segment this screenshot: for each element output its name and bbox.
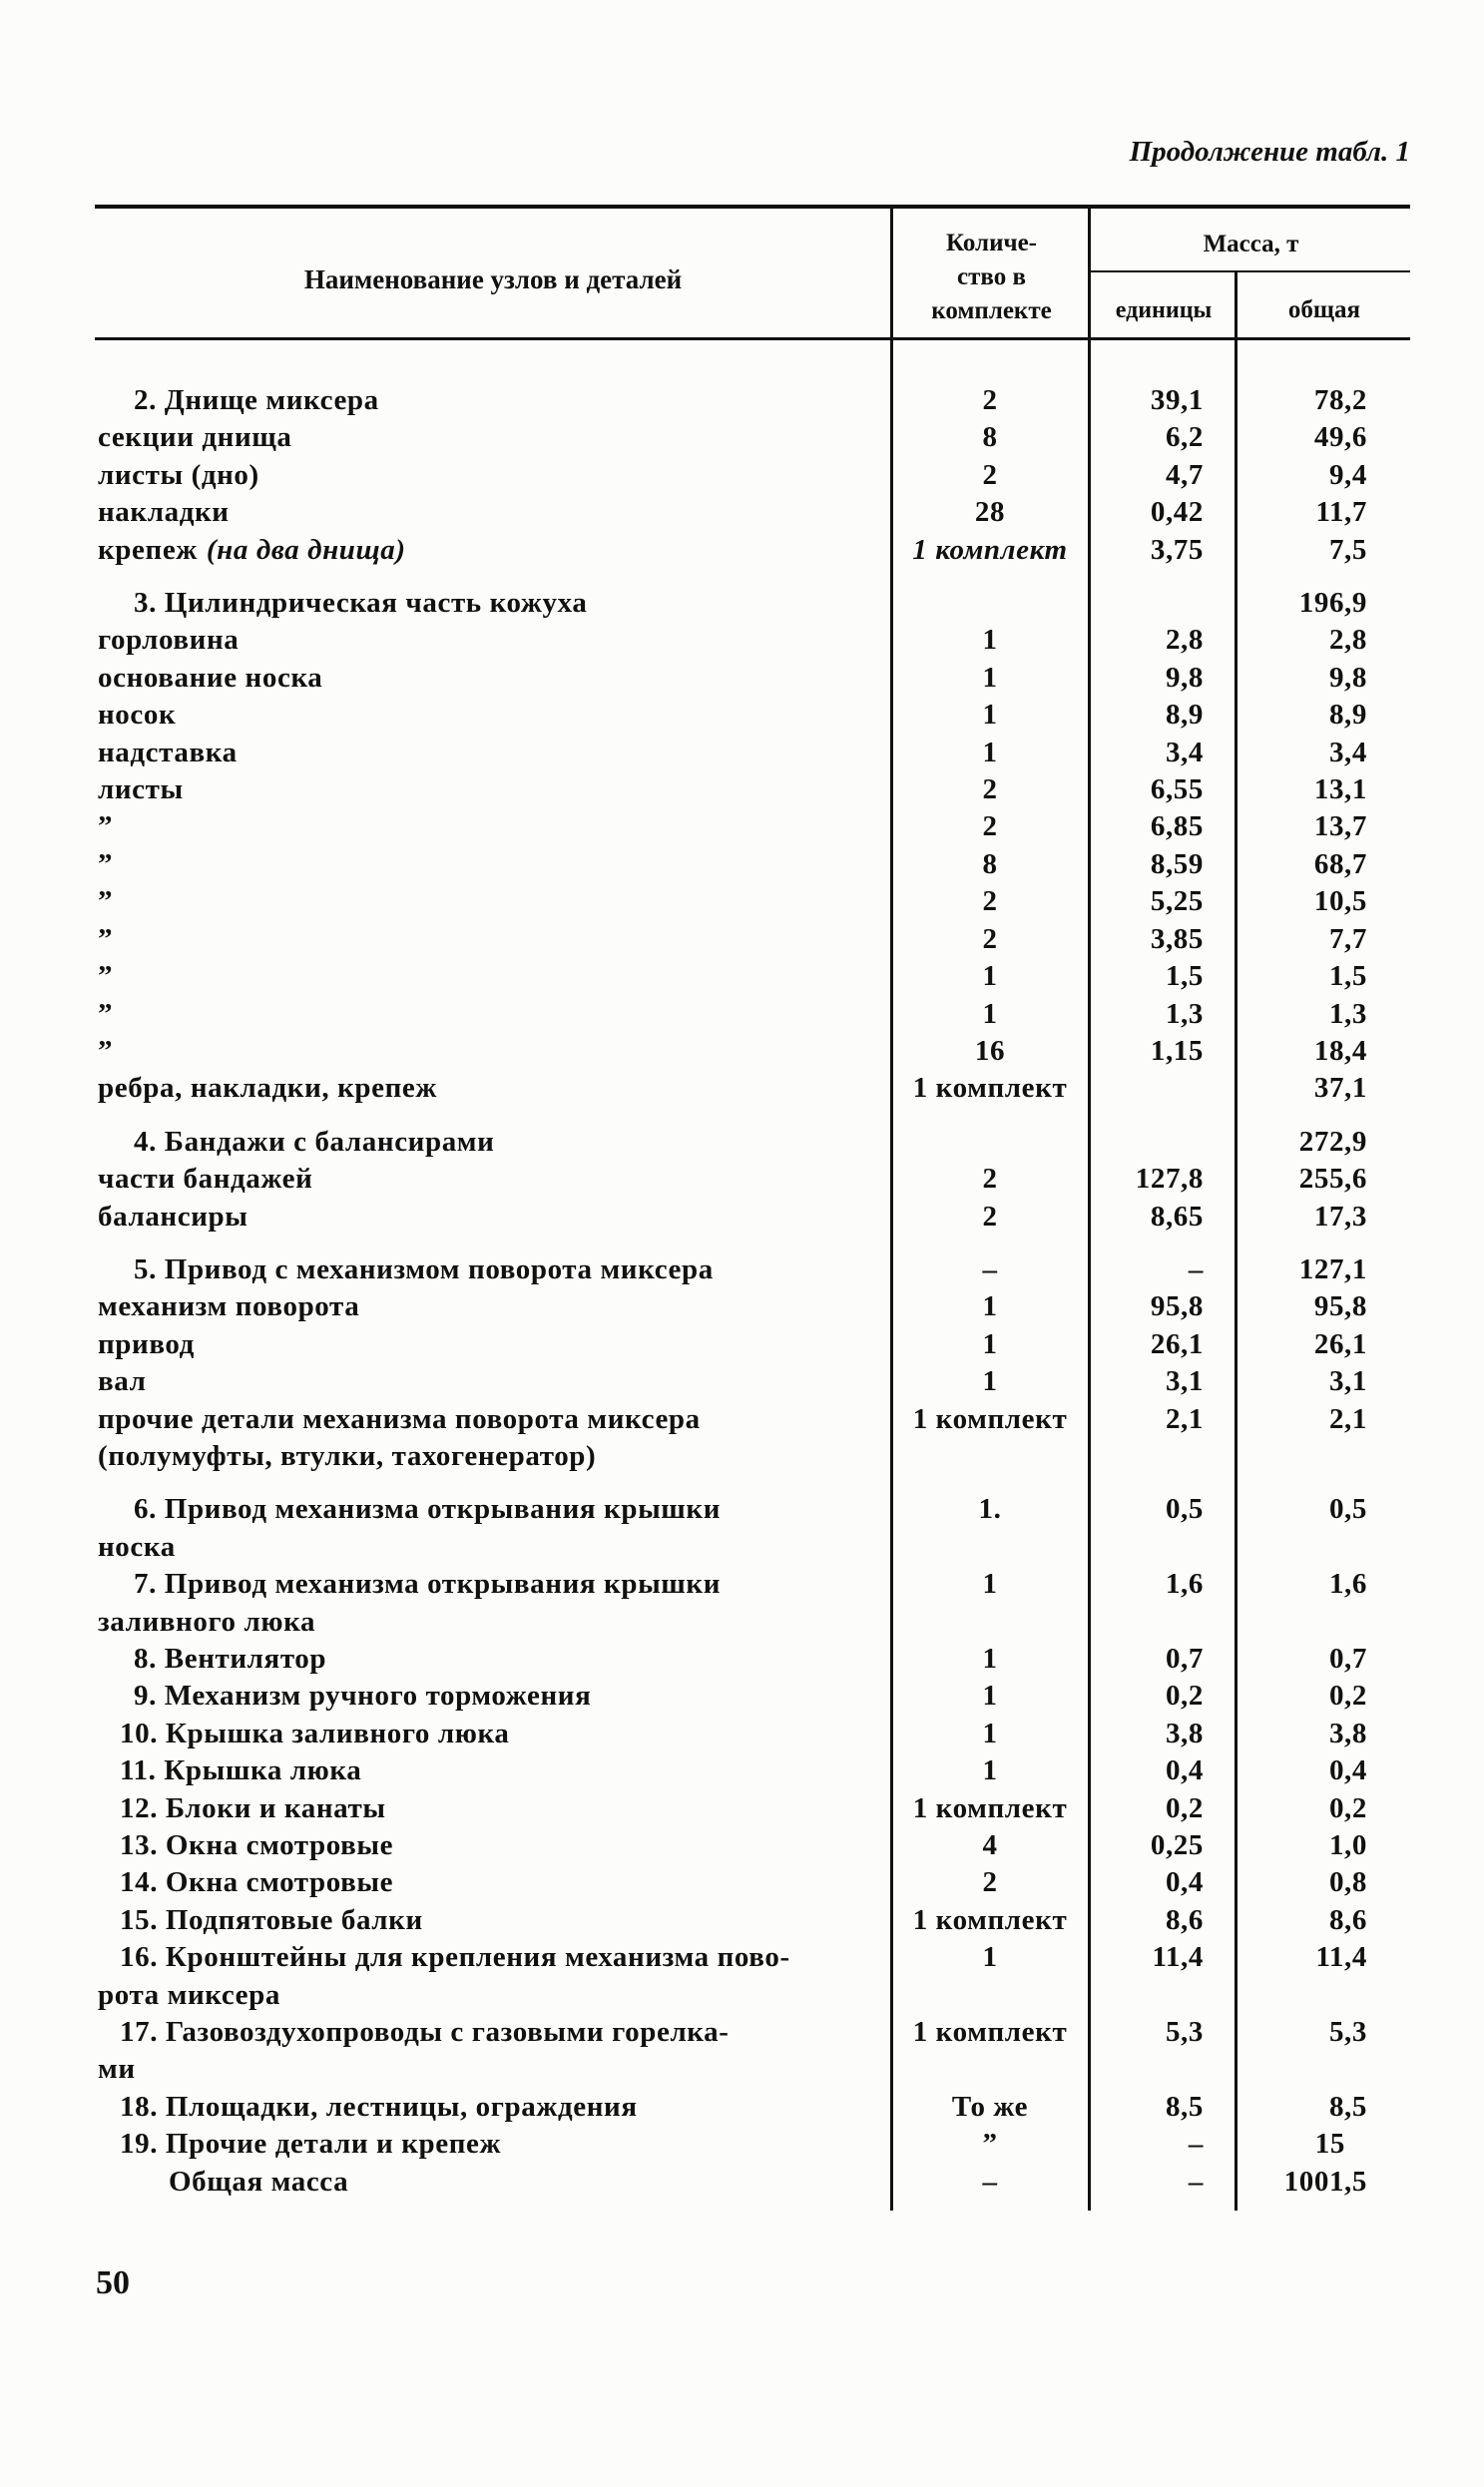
total-mass: 127,1	[1298, 1252, 1367, 1285]
unit-mass: 4,7	[1165, 458, 1204, 491]
unit-mass: 2,8	[1165, 624, 1204, 657]
item-name: 9. Механизм ручного торможения	[134, 1680, 592, 1713]
item-quantity: 1	[982, 1327, 998, 1360]
item-name	[95, 532, 891, 569]
item-name: накладки	[98, 496, 230, 529]
unit-mass: 11,4	[1152, 1941, 1204, 1974]
item-name: 12. Блоки и канаты	[120, 1791, 386, 1824]
table-row	[95, 1902, 1410, 1939]
ditto-mark: ”	[98, 847, 114, 880]
item-quantity: 2	[982, 922, 998, 955]
table-row	[95, 1161, 1410, 1198]
item-name: привод	[98, 1327, 195, 1360]
item-name: 13. Окна смотровые	[120, 1829, 394, 1862]
header-mass-group: Масса, т	[1203, 231, 1299, 257]
item-quantity: 8	[982, 847, 998, 880]
unit-mass: 0,25	[1150, 1829, 1204, 1862]
total-mass: 18,4	[1313, 1034, 1367, 1067]
table-row	[95, 1124, 1410, 1161]
total-mass: 3,8	[1328, 1717, 1367, 1749]
total-mass: 10,5	[1313, 885, 1367, 918]
table-row	[95, 846, 1410, 883]
total-mass: 95,8	[1313, 1290, 1367, 1323]
ditto-mark: ”	[98, 960, 114, 993]
unit-mass: –	[1188, 1252, 1204, 1285]
unit-mass: 0,7	[1165, 1643, 1204, 1675]
table-row	[95, 1939, 1410, 2014]
item-quantity: 1 комплект	[912, 1903, 1068, 1936]
item-name: основание носка	[98, 661, 323, 694]
unit-mass: 1,5	[1165, 960, 1204, 993]
item-name: листы	[98, 773, 184, 806]
unit-mass: 26,1	[1150, 1327, 1204, 1360]
unit-mass: 8,9	[1165, 699, 1204, 732]
item-quantity: 1	[982, 1680, 998, 1713]
unit-mass: –	[1188, 2128, 1204, 2161]
item-quantity: 2	[982, 384, 998, 416]
item-quantity: 1	[982, 997, 998, 1030]
total-mass: 11,7	[1315, 496, 1367, 529]
table-row	[95, 1199, 1410, 1236]
table-row-total	[95, 2164, 1410, 2201]
unit-mass: 0,4	[1165, 1866, 1204, 1899]
unit-mass	[1089, 585, 1236, 622]
item-name: 4. Бандажи с балансирами	[134, 1125, 495, 1158]
total-mass: 0,8	[1328, 1866, 1367, 1899]
unit-mass: 8,59	[1150, 847, 1204, 880]
item-quantity: 2	[982, 1163, 998, 1196]
table-row	[95, 921, 1410, 958]
header-quantity-column	[894, 227, 1089, 328]
item-name: балансиры	[98, 1200, 248, 1233]
item-name: надставка	[98, 736, 238, 768]
unit-mass: 0,2	[1165, 1791, 1204, 1824]
table-row	[95, 883, 1410, 920]
item-name: 6. Привод механизма открывания крышки носка	[98, 1493, 722, 1563]
total-mass: 1,6	[1328, 1568, 1367, 1601]
total-mass: 2,8	[1328, 624, 1367, 657]
unit-mass: –	[1188, 2165, 1204, 2198]
item-name: 19. Прочие детали и крепеж	[120, 2128, 502, 2161]
total-mass: 3,1	[1328, 1365, 1367, 1398]
item-quantity	[891, 585, 1089, 622]
header-quantity-line: Количе-	[945, 230, 1037, 256]
item-quantity: 2	[982, 1200, 998, 1233]
item-quantity: 2	[982, 1866, 998, 1899]
table-row	[95, 1326, 1410, 1363]
item-quantity: 1	[982, 1568, 998, 1601]
unit-mass: 8,65	[1150, 1200, 1204, 1233]
total-mass: 7,7	[1328, 922, 1367, 955]
table-row	[95, 771, 1410, 808]
total-mass: 3,4	[1328, 736, 1367, 768]
table-body	[95, 382, 1410, 2201]
item-quantity: 1	[982, 699, 998, 732]
table-row	[95, 996, 1410, 1033]
item-name: 15. Подпятовые балки	[120, 1903, 423, 1936]
item-name-note: (на два днища)	[206, 533, 406, 566]
item-name: 7. Привод механизма открывания крышки заливного люка	[98, 1568, 722, 1638]
item-quantity: 1	[982, 1290, 998, 1323]
item-quantity: 16	[974, 1034, 1006, 1067]
table-row	[95, 1790, 1410, 1827]
item-name: части бандажей	[98, 1163, 313, 1196]
item-name-main: крепеж	[98, 533, 198, 566]
unit-mass: 3,4	[1165, 736, 1204, 768]
unit-mass: 9,8	[1165, 661, 1204, 694]
item-quantity: –	[982, 2165, 998, 2198]
item-quantity: 1	[982, 1754, 998, 1787]
unit-mass: 1,15	[1150, 1034, 1204, 1067]
ditto-mark: ”	[98, 885, 114, 918]
item-quantity: 1	[982, 661, 998, 694]
unit-mass: 0,2	[1165, 1680, 1204, 1713]
total-mass: 0,2	[1328, 1680, 1367, 1713]
page-number: 50	[96, 2264, 130, 2301]
unit-mass	[1089, 1124, 1236, 1161]
item-name: 14. Окна смотровые	[120, 1866, 394, 1899]
unit-mass: 8,6	[1165, 1903, 1204, 1936]
item-name: носок	[98, 699, 177, 732]
item-quantity: 1	[982, 1717, 998, 1749]
table-row	[95, 2014, 1410, 2089]
item-quantity: 1.	[978, 1493, 1002, 1526]
item-quantity: 1	[982, 736, 998, 768]
item-name: листы (дно)	[98, 458, 259, 491]
item-quantity: 1 комплект	[912, 1072, 1068, 1105]
header-unit-mass-column: единицы	[1115, 297, 1213, 323]
unit-mass: 0,5	[1165, 1493, 1204, 1526]
table-row	[95, 494, 1410, 531]
item-name: 8. Вентилятор	[134, 1643, 327, 1675]
total-mass: 2,1	[1328, 1402, 1367, 1435]
table-row	[95, 1251, 1410, 1288]
unit-mass: 39,1	[1150, 384, 1204, 416]
item-name: 10. Крышка заливного люка	[120, 1717, 510, 1749]
total-mass: 1,5	[1328, 960, 1367, 993]
unit-mass: 3,75	[1150, 533, 1204, 566]
header-bottom-rule	[95, 337, 1410, 340]
table-row	[95, 1752, 1410, 1789]
item-quantity: 1 комплект	[912, 1791, 1068, 1824]
table-row	[95, 1401, 1410, 1476]
total-mass: 272,9	[1298, 1125, 1367, 1158]
item-quantity: 2	[982, 810, 998, 843]
table-row	[95, 1864, 1410, 1901]
item-quantity: 1	[982, 1941, 998, 1974]
total-mass: 37,1	[1313, 1072, 1367, 1105]
header-quantity-line: комплекте	[931, 297, 1052, 324]
total-mass: 1,0	[1328, 1829, 1367, 1862]
table-row	[95, 382, 1410, 419]
grand-total-mass: 1001,5	[1283, 2165, 1367, 2198]
table-row	[95, 1491, 1410, 1566]
item-name: 3. Цилиндрическая часть кожуха	[134, 587, 588, 620]
table-row	[95, 1363, 1410, 1400]
unit-mass: 3,1	[1165, 1365, 1204, 1398]
table-row	[95, 622, 1410, 659]
table-row	[95, 585, 1410, 622]
total-mass: 8,6	[1328, 1903, 1367, 1936]
table-row	[95, 958, 1410, 995]
total-mass: 13,1	[1313, 773, 1367, 806]
item-quantity: 1	[982, 960, 998, 993]
total-mass: 8,9	[1328, 699, 1367, 732]
total-mass: 8,5	[1328, 2090, 1367, 2123]
unit-mass: 0,42	[1150, 496, 1204, 529]
item-name: 16. Кронштейны для крепления механизма пово- рота миксера	[98, 1941, 790, 2011]
table-row	[95, 735, 1410, 771]
item-quantity: 4	[982, 1829, 998, 1862]
table-row	[95, 532, 1410, 569]
item-quantity: 1 комплект	[912, 533, 1068, 566]
item-name: вал	[98, 1365, 147, 1398]
table-row	[95, 457, 1410, 494]
total-mass: 0,2	[1328, 1791, 1367, 1824]
table-row	[95, 1827, 1410, 1864]
item-quantity: –	[982, 1252, 998, 1285]
table-top-rule	[95, 205, 1410, 209]
table-row	[95, 660, 1410, 697]
total-mass: 9,4	[1328, 458, 1367, 491]
table-row	[95, 697, 1410, 734]
table-row	[95, 1716, 1410, 1752]
item-name: 2. Днище миксера	[134, 384, 379, 416]
item-quantity: 1	[982, 624, 998, 657]
mass-subheader-rule	[1090, 270, 1410, 272]
total-mass: 78,2	[1313, 384, 1367, 416]
total-mass: 255,6	[1298, 1163, 1367, 1196]
grand-total-label: Общая масса	[169, 2165, 349, 2198]
item-quantity: 1 комплект	[912, 2016, 1068, 2049]
item-name: прочие детали механизма поворота миксера (полумуфты, втулки, тахогенератор)	[98, 1402, 701, 1472]
unit-mass: 1,3	[1165, 997, 1204, 1030]
total-mass: 196,9	[1298, 587, 1367, 620]
total-mass: 26,1	[1313, 1327, 1367, 1360]
item-name: 11. Крышка люка	[120, 1754, 362, 1787]
table-row	[95, 419, 1410, 456]
item-name: ребра, накладки, крепеж	[98, 1072, 438, 1105]
unit-mass: 3,8	[1165, 1717, 1204, 1749]
unit-mass: 8,5	[1165, 2090, 1204, 2123]
ditto-mark: ”	[98, 1034, 114, 1067]
item-name: 18. Площадки, лестницы, ограждения	[120, 2090, 638, 2123]
item-quantity: 2	[982, 458, 998, 491]
table-row	[95, 2126, 1410, 2163]
total-mass: 1,3	[1328, 997, 1367, 1030]
unit-mass: 6,55	[1150, 773, 1204, 806]
total-mass: 13,7	[1313, 810, 1367, 843]
total-mass: 49,6	[1313, 421, 1367, 454]
unit-mass: 5,3	[1165, 2016, 1204, 2049]
item-name: 5. Привод с механизмом поворота миксера	[134, 1252, 714, 1285]
table-row	[95, 1033, 1410, 1070]
item-name: механизм поворота	[98, 1290, 360, 1323]
item-quantity	[891, 1124, 1089, 1161]
item-quantity: 1	[982, 1643, 998, 1675]
item-quantity: 8	[982, 421, 998, 454]
unit-mass: 127,8	[1135, 1163, 1204, 1196]
table-row	[95, 1070, 1410, 1107]
unit-mass	[1089, 1070, 1236, 1107]
total-mass: 0,5	[1328, 1493, 1367, 1526]
item-name: горловина	[98, 624, 240, 657]
item-quantity: 1	[982, 1365, 998, 1398]
total-mass: 0,7	[1328, 1643, 1367, 1675]
ditto-mark: ”	[98, 922, 114, 955]
item-quantity: 1 комплект	[912, 1402, 1068, 1435]
header-name-column: Наименование узлов и деталей	[303, 264, 683, 294]
unit-mass: 6,85	[1150, 810, 1204, 843]
table-row	[95, 2089, 1410, 2126]
item-quantity: 2	[982, 773, 998, 806]
total-mass: 9,8	[1328, 661, 1367, 694]
unit-mass: 3,85	[1150, 922, 1204, 955]
item-quantity: 28	[974, 496, 1006, 529]
ditto-mark: ”	[98, 997, 114, 1030]
table-row	[95, 808, 1410, 845]
unit-mass: 1,6	[1165, 1568, 1204, 1601]
total-mass: 7,5	[1328, 533, 1367, 566]
header-total-mass-column: общая	[1287, 296, 1361, 323]
header-quantity-line: ство в	[957, 263, 1026, 290]
table-row	[95, 1678, 1410, 1715]
unit-mass: 95,8	[1150, 1290, 1204, 1323]
unit-mass: 2,1	[1165, 1402, 1204, 1435]
item-quantity: То же	[951, 2090, 1029, 2123]
total-mass: 68,7	[1313, 847, 1367, 880]
total-mass: 15	[1314, 2128, 1345, 2161]
unit-mass: 0,4	[1165, 1754, 1204, 1787]
total-mass: 11,4	[1315, 1941, 1367, 1974]
unit-mass: 5,25	[1150, 885, 1204, 918]
item-name: секции днища	[98, 421, 292, 454]
table-row	[95, 1566, 1410, 1641]
total-mass: 17,3	[1313, 1200, 1367, 1233]
item-name: 17. Газовоздухопроводы с газовыми горелка- ми	[98, 2016, 730, 2086]
item-quantity: 2	[982, 885, 998, 918]
table-row	[95, 1641, 1410, 1678]
ditto-mark: ”	[98, 810, 114, 843]
table-continuation-caption: Продолжение табл. 1	[1129, 136, 1410, 168]
total-mass: 0,4	[1328, 1754, 1367, 1787]
unit-mass: 6,2	[1165, 421, 1204, 454]
item-quantity: ”	[982, 2128, 998, 2161]
table-row	[95, 1288, 1410, 1325]
total-mass: 5,3	[1328, 2016, 1367, 2049]
